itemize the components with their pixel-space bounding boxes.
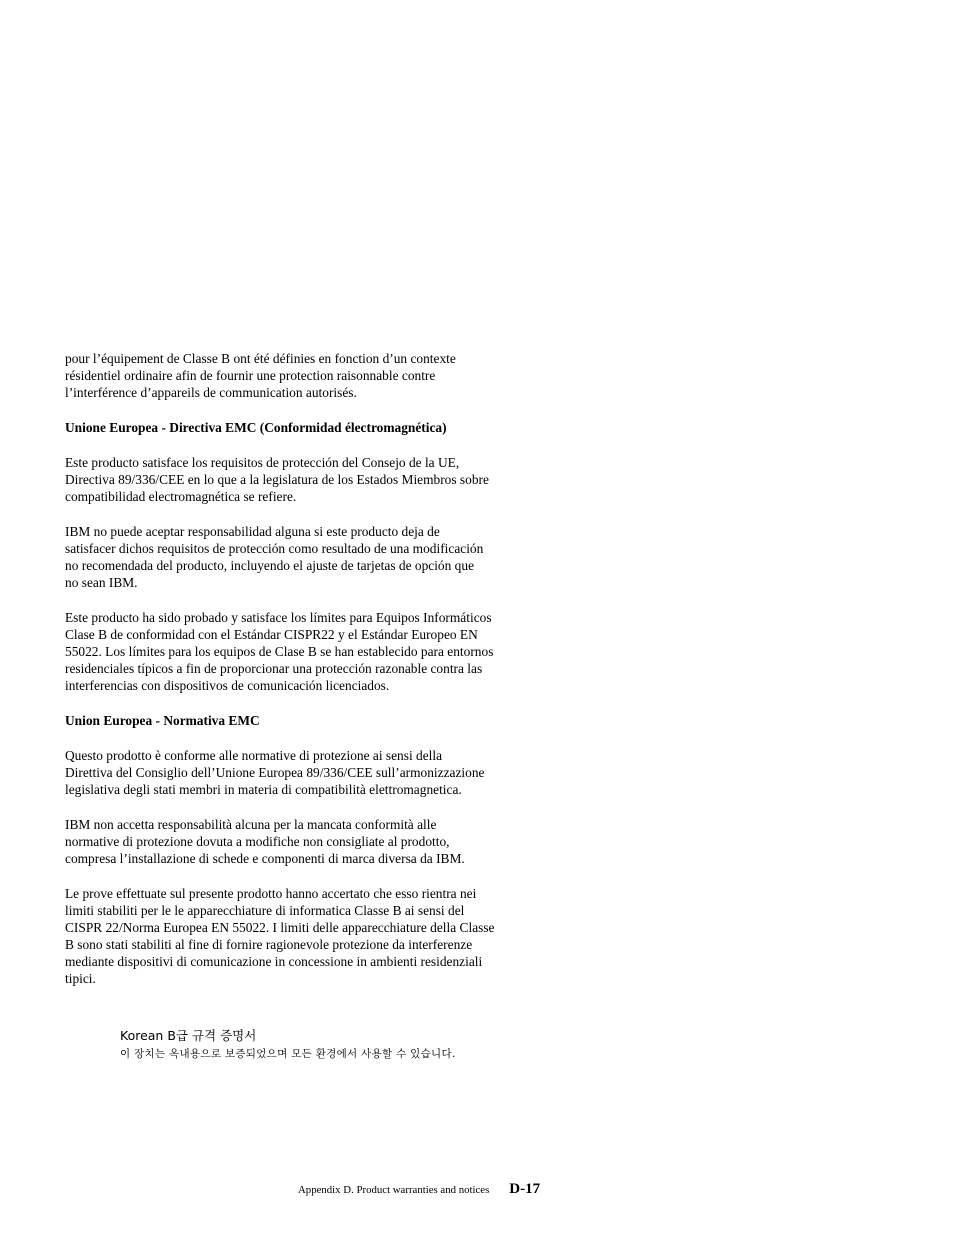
text-line: residenciales típicos a fin de proporcionar una protección razonable contra las	[65, 661, 483, 676]
text-line: compresa l’installazione di schede e componenti di marca diversa da IBM.	[65, 851, 465, 866]
text-line: pour l’équipement de Classe B ont été définies en fonction d’un contexte	[65, 351, 456, 366]
footer-chapter-title: Appendix D. Product warranties and notices	[298, 1184, 490, 1196]
document-body	[65, 350, 585, 987]
text-line: Clase B de conformidad con el Estándar CISPR22 y el Estándar Europeo EN	[65, 627, 478, 642]
text-line: CISPR 22/Norma Europea EN 55022. I limiti delle apparecchiature della Classe	[65, 920, 495, 935]
text-line: IBM no puede aceptar responsabilidad alguna si este producto deja de	[65, 524, 440, 539]
text-line: limiti stabiliti per le le apparecchiature di informatica Classe B ai sensi del	[65, 903, 465, 918]
text-line: legislativa degli stati membri in materia di compatibilità elettromagnetica.	[65, 782, 462, 797]
italian-paragraph-3	[65, 885, 585, 987]
spanish-paragraph-1	[65, 454, 585, 505]
text-line: Este producto ha sido probado y satisface los límites para Equipos Informáticos	[65, 610, 492, 625]
text-line: Directiva 89/336/CEE en lo que a la legislatura de los Estados Miembros sobre	[65, 472, 489, 487]
intro-paragraph	[65, 350, 585, 401]
spanish-paragraph-3	[65, 609, 585, 694]
korean-statement-body: 이 장치는 옥내용으로 보증되었으며 모든 환경에서 사용할 수 있습니다.	[120, 1048, 456, 1060]
italian-paragraph-2	[65, 816, 585, 867]
korean-class-b-statement	[120, 1028, 456, 1061]
italian-paragraph-1	[65, 747, 585, 798]
text-line: interferencias con dispositivos de comunicación licenciados.	[65, 678, 390, 693]
text-line: no sean IBM.	[65, 575, 138, 590]
text-line: B sono stati stabiliti al fine di fornire ragionevole protezione da interferenze	[65, 937, 473, 952]
page-number: D-17	[509, 1181, 541, 1197]
text-line: Le prove effettuate sul presente prodotto hanno accertato che esso rientra nei	[65, 886, 477, 901]
text-line: tipici.	[65, 971, 96, 986]
text-line: Direttiva del Consiglio dell’Unione Europea 89/336/CEE sull’armonizzazione	[65, 765, 485, 780]
text-line: IBM non accetta responsabilità alcuna per la mancata conformità alle	[65, 817, 437, 832]
text-line: compatibilidad electromagnética se refiere.	[65, 489, 297, 504]
text-line: résidentiel ordinaire afin de fournir une protection raisonnable contre	[65, 368, 436, 383]
spanish-paragraph-2	[65, 523, 585, 591]
text-line: normative di protezione dovuta a modifiche non consigliate al prodotto,	[65, 834, 450, 849]
italian-section-heading: Union Europea - Normativa EMC	[65, 713, 260, 728]
text-line: mediante dispositivi di comunicazione in concessione in ambienti residenziali	[65, 954, 483, 969]
text-line: no recomendada del producto, incluyendo el ajuste de tarjetas de opción que	[65, 558, 475, 573]
text-line: l’interférence d’appareils de communication autorisés.	[65, 385, 357, 400]
text-line: Este producto satisface los requisitos de protección del Consejo de la UE,	[65, 455, 460, 470]
text-line: 55022. Los límites para los equipos de Clase B se han establecido para entornos	[65, 644, 494, 659]
text-line: satisfacer dichos requisitos de protección como resultado de una modificación	[65, 541, 484, 556]
korean-statement-title: Korean B급 규격 증명서	[120, 1028, 257, 1043]
spanish-section-heading: Unione Europea - Directiva EMC (Conformidad électromagnética)	[65, 420, 447, 435]
text-line: Questo prodotto è conforme alle normative di protezione ai sensi della	[65, 748, 443, 763]
page-footer	[298, 1180, 570, 1198]
